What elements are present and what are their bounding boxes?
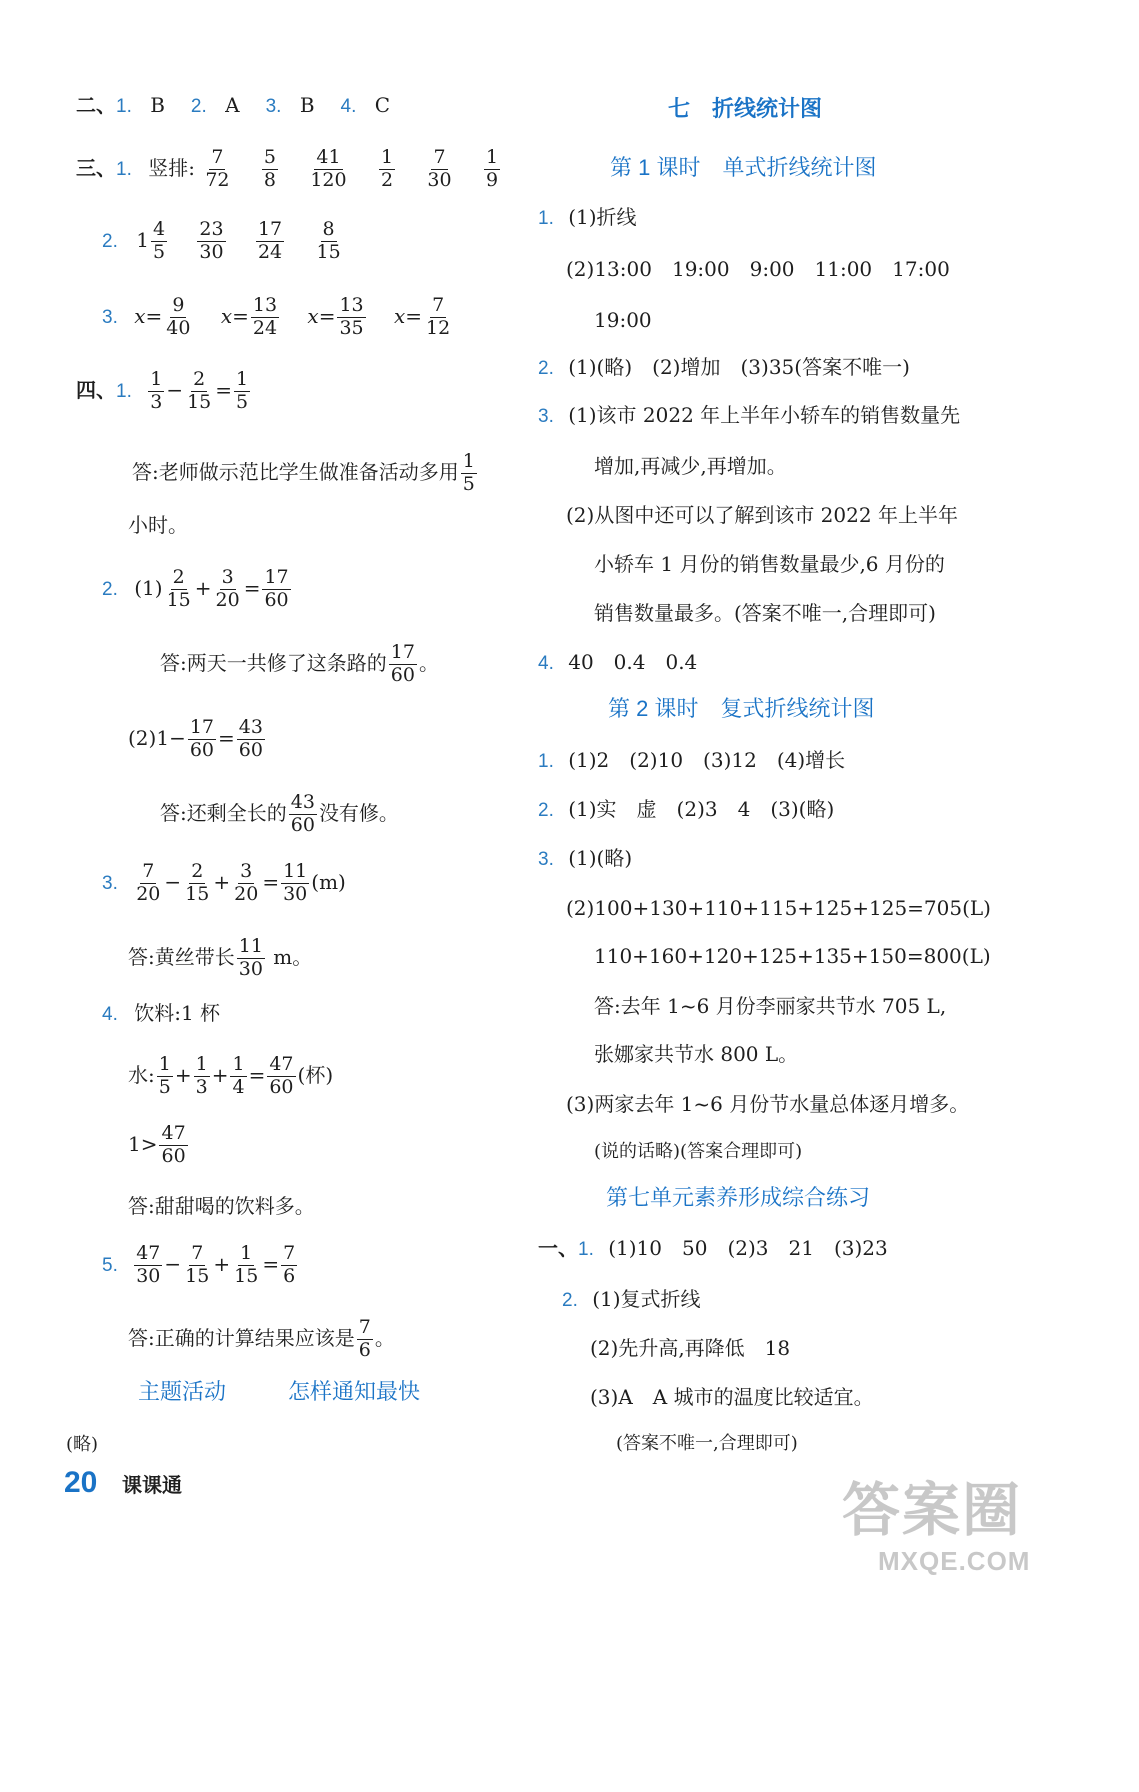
- fraction: $\frac{43}{60}$: [238, 716, 263, 761]
- fraction: $\frac{11}{30}$: [238, 935, 263, 980]
- fraction: $\frac{47}{60}$: [269, 1053, 294, 1098]
- q-num: 2.: [190, 96, 207, 117]
- fraction: $\frac{1}{9}$: [485, 146, 499, 191]
- prefix: 竖排:: [148, 155, 195, 180]
- lesson1-q3: 3. (1)该市 2022 年上半年小轿车的销售数量先: [538, 403, 961, 427]
- fraction: $\frac{1}{5}$: [236, 368, 249, 413]
- lesson2-q1: 1. (1)2 (2)10 (3)12 (4)增长: [538, 748, 846, 772]
- q-num: 2.: [538, 800, 554, 821]
- q-num: 3.: [538, 849, 554, 870]
- answer-line: 答:老师做示范比学生做准备活动多用 $\frac{1}{5}$: [132, 450, 475, 495]
- fraction: $\frac{1}{15}$: [234, 1242, 259, 1287]
- lesson2-q2: 2. (1)实 虚 (2)3 4 (3)(略): [538, 797, 835, 821]
- answer-line: 小时。: [128, 513, 188, 537]
- fraction: $\frac{7}{30}$: [427, 146, 452, 191]
- q-num: 3.: [265, 96, 282, 117]
- fraction: $\frac{1}{5}$: [158, 1053, 171, 1098]
- q-num: 2.: [538, 358, 554, 379]
- answer-line: 答:去年 1~6 月份李丽家共节水 705 L,: [594, 994, 947, 1018]
- section-label: 三、: [76, 155, 116, 180]
- answer-line: 增加,再减少,再增加。: [594, 454, 787, 478]
- answer-line: (2)从图中还可以了解到该市 2022 年上半年: [566, 503, 958, 527]
- lesson1-q4: 4. 40 0.4 0.4: [538, 650, 698, 674]
- fraction: $\frac{1}{4}$: [232, 1053, 245, 1098]
- watermark-logo: 答案圈: [842, 1478, 1023, 1543]
- answer-line: (2)100+130+110+115+125+125=705(L): [566, 896, 991, 920]
- lesson1-q2: 2. (1)(略) (2)增加 (3)35(答案不唯一): [538, 355, 910, 379]
- section-4-q3: 3. $\frac{7}{20}$ − $\frac{2}{15}$ + $\frac{3}{20}$ = $\frac{11}{30}$ (m): [102, 860, 346, 905]
- fraction: $\frac{1}{2}$: [380, 146, 394, 191]
- section-3-q1: [76, 148, 502, 191]
- section-3-q3: 3. x= $\frac{9}{40}$ x= $\frac{13}{24}$ x= $\frac{13}{35}$ x= $\frac{7}{12}$: [102, 294, 451, 339]
- answer: C: [374, 93, 391, 117]
- q-num: 4.: [538, 653, 554, 674]
- fraction: $\frac{41}{120}$: [310, 146, 347, 191]
- fraction: $\frac{17}{60}$: [189, 716, 215, 761]
- section-label: 一、: [538, 1236, 578, 1260]
- q-num: 4.: [102, 1004, 118, 1025]
- answer-line: 销售数量最多。(答案不唯一,合理即可): [594, 601, 936, 625]
- fraction: $\frac{13}{24}$: [252, 294, 278, 339]
- q-num: 5.: [102, 1254, 118, 1276]
- watermark-url: MXQE.COM: [878, 1546, 1031, 1576]
- fraction: $\frac{7}{20}$: [136, 860, 161, 905]
- fraction: $\frac{9}{40}$: [166, 294, 191, 339]
- answer: A: [225, 93, 240, 117]
- q-num: 3.: [538, 406, 554, 427]
- section-label: 四、: [76, 377, 116, 402]
- fraction: $\frac{7}{6}$: [283, 1242, 296, 1287]
- section-4-q5: 5. $\frac{47}{30}$ − $\frac{7}{15}$ + $\frac{1}{15}$ = $\frac{7}{6}$: [102, 1242, 296, 1287]
- fraction: $\frac{1}{5}$: [462, 450, 475, 495]
- q-num: 4.: [340, 96, 357, 117]
- fraction: $\frac{2}{15}$: [187, 368, 212, 413]
- fraction: $\frac{2}{15}$: [185, 860, 210, 905]
- fraction: $\frac{7}{72}$: [205, 146, 230, 191]
- q-num: 2.: [102, 578, 118, 600]
- fraction: $\frac{1}{3}$: [150, 368, 163, 413]
- answer-line: (2)先升高,再降低 18: [590, 1336, 791, 1360]
- fraction: $\frac{1}{3}$: [195, 1053, 208, 1098]
- answer: B: [299, 93, 315, 117]
- fraction: $\frac{7}{15}$: [185, 1242, 210, 1287]
- fraction: $\frac{23}{30}$: [199, 218, 224, 263]
- q-num: 2.: [562, 1290, 578, 1311]
- answer-line: (3)A A 城市的温度比较适宜。: [590, 1385, 874, 1409]
- section-label: 二、: [76, 93, 116, 117]
- answer-line: 答:正确的计算结果应该是 $\frac{7}{6}$ 。: [128, 1316, 395, 1361]
- fraction: $\frac{43}{60}$: [290, 791, 315, 836]
- fraction: $\frac{13}{35}$: [339, 294, 364, 339]
- page-number: 20: [64, 1466, 98, 1499]
- theme-activity-title: 主题活动: [138, 1379, 227, 1404]
- fraction: $\frac{8}{15}$: [316, 218, 341, 263]
- answer-line: (3)两家去年 1~6 月份节水量总体逐月增多。: [566, 1092, 970, 1116]
- answer-line: (说的话略)(答案合理即可): [594, 1141, 803, 1162]
- unit-title: 七 折线统计图: [668, 96, 823, 121]
- answer-line: 110+160+120+125+135+150=800(L): [594, 944, 991, 968]
- section-4-q4-water: 水: $\frac{1}{5}$ + $\frac{1}{3}$ + $\frac{1}{4}$ = $\frac{47}{60}$ (杯): [128, 1053, 334, 1098]
- fraction: $\frac{47}{60}$: [161, 1122, 186, 1167]
- fraction: $\frac{3}{20}$: [215, 566, 240, 611]
- answer-line: 19:00: [594, 308, 652, 332]
- fraction: $\frac{4}{5}$: [152, 218, 166, 263]
- answer-line: 小轿车 1 月份的销售数量最少,6 月份的: [594, 552, 945, 576]
- section-4-q2-part2: (2)1− $\frac{17}{60}$ = $\frac{43}{60}$: [128, 716, 263, 761]
- fraction: $\frac{11}{30}$: [283, 860, 308, 905]
- q-num: 3.: [102, 306, 118, 328]
- unit-review-q1: 一、1. (1)10 50 (2)3 21 (3)23: [538, 1236, 888, 1260]
- section-2-row: [76, 95, 390, 116]
- fraction: $\frac{3}{20}$: [234, 860, 259, 905]
- brand-name: 课课通: [122, 1475, 182, 1497]
- omitted-note: (略): [66, 1434, 99, 1455]
- lesson1-title: 第 1 课时 单式折线统计图: [610, 155, 877, 180]
- q-num: 2.: [102, 230, 118, 252]
- answer-line: 张娜家共节水 800 L。: [594, 1042, 799, 1066]
- section-4-q1: 四、1. $\frac{1}{3}$ − $\frac{2}{15}$ = $\frac{1}{5}$: [76, 368, 249, 413]
- q-num: 1.: [116, 96, 132, 117]
- q-num: 1.: [116, 158, 132, 180]
- unit-review-title: 第七单元素养形成综合练习: [606, 1185, 871, 1210]
- fraction: $\frac{47}{30}$: [136, 1242, 161, 1287]
- answer-line: 答:还剩全长的 $\frac{43}{60}$ 没有修。: [160, 791, 399, 836]
- q-num: 3.: [102, 872, 118, 894]
- q-num: 1.: [116, 380, 132, 402]
- fraction: $\frac{2}{15}$: [166, 566, 191, 611]
- answer-line: 答:两天一共修了这条路的 $\frac{17}{60}$ 。: [160, 641, 439, 686]
- fraction: $\frac{7}{6}$: [358, 1316, 371, 1361]
- answer-line: (答案不唯一,合理即可): [616, 1433, 798, 1454]
- fraction: $\frac{5}{8}$: [263, 146, 276, 191]
- section-4-q4-line1: 4. 饮料:1 杯: [102, 1001, 221, 1025]
- answer-line: 答:甜甜喝的饮料多。: [128, 1194, 315, 1218]
- section-4-q2-part1: 2. (1) $\frac{2}{15}$ + $\frac{3}{20}$ = $\frac{17}{60}$: [102, 566, 289, 611]
- theme-activity-subtitle: 怎样通知最快: [288, 1379, 421, 1404]
- answer: B: [150, 93, 165, 117]
- q-num: 1.: [538, 208, 554, 229]
- whole: 1: [136, 227, 149, 252]
- section-3-q2: [102, 220, 345, 263]
- fraction: $\frac{17}{60}$: [390, 641, 415, 686]
- answer-line: (2)13:00 19:00 9:00 11:00 17:00: [566, 257, 950, 281]
- fraction: $\frac{17}{60}$: [264, 566, 289, 611]
- fraction: $\frac{7}{12}$: [426, 294, 451, 339]
- unit-review-q2: 2. (1)复式折线: [562, 1287, 701, 1311]
- section-4-q4-compare: 1> $\frac{47}{60}$: [128, 1122, 186, 1167]
- q-num: 1.: [538, 751, 554, 772]
- answer-line: 答:黄丝带长 $\frac{11}{30}$ m。: [128, 935, 313, 980]
- lesson2-q3: 3. (1)(略): [538, 846, 633, 870]
- q-num: 1.: [578, 1239, 594, 1260]
- fraction: $\frac{17}{24}$: [257, 218, 283, 263]
- lesson1-q1: 1. (1)折线: [538, 205, 637, 229]
- lesson2-title: 第 2 课时 复式折线统计图: [608, 696, 875, 721]
